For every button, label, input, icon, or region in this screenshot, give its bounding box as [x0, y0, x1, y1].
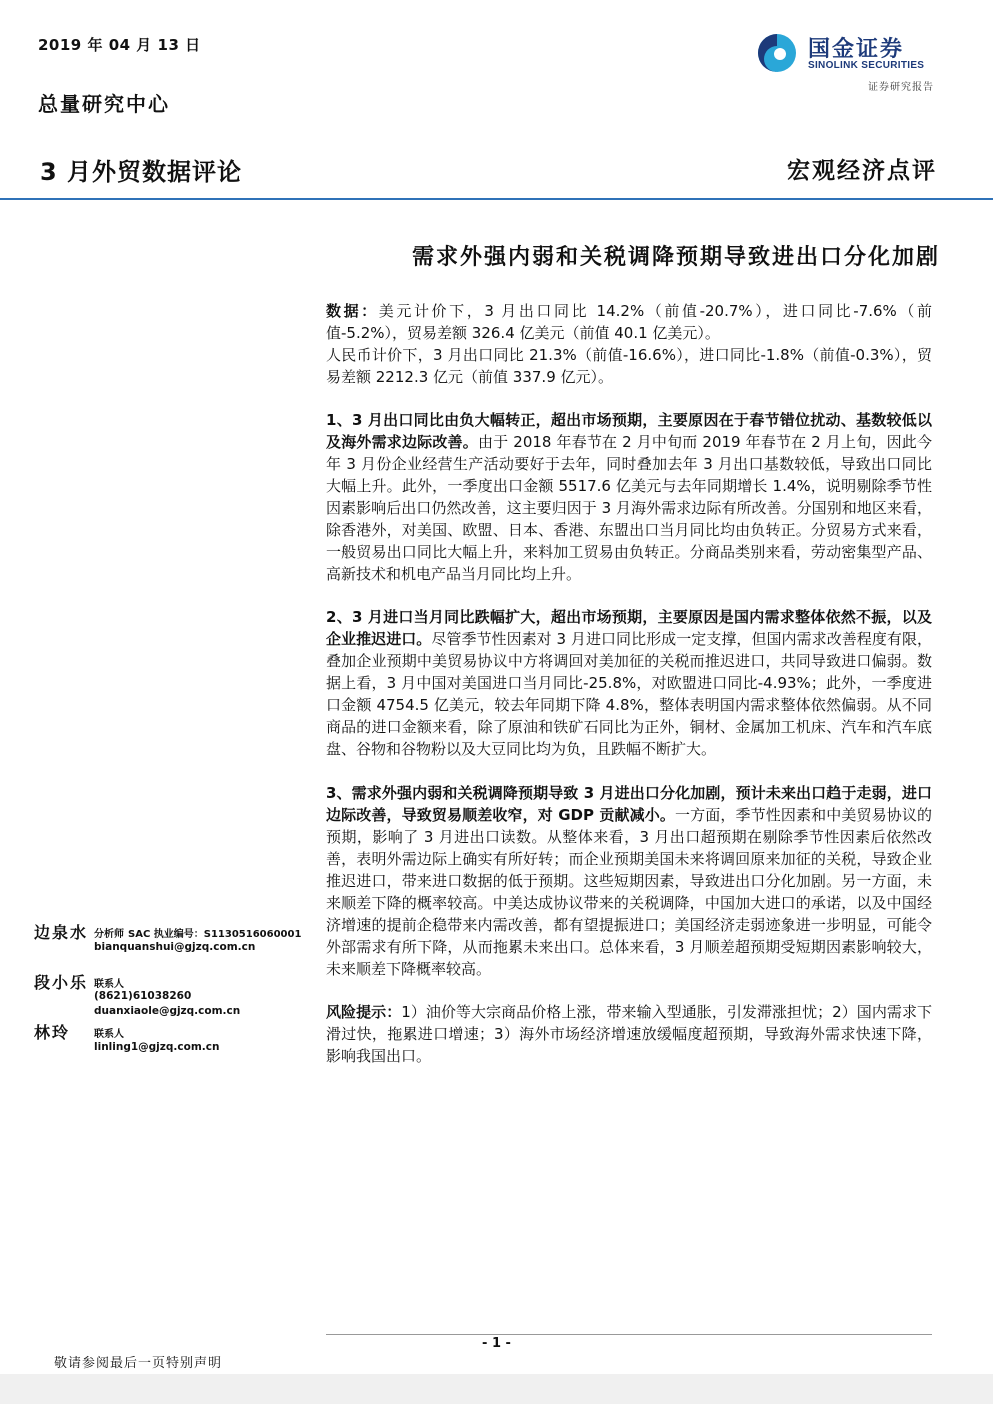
section-3-text: 一方面，季节性因素和中美贸易协议的预期，影响了 3 月进出口读数。从整体来看，3 月出口超预期在剔除季节性因素后依然改善，表明外需边际上确实有所好转；而企业预期美国未来将调回原来加征的关税，导致企业推迟进口，带来进口数据的低于预期。这些短期因素，导致进出口分化加剧。另一方面，未来顺差下降的概率较高。中美达成协议带来的关税调降，中国加大进口的承诺，以及中国经济增速的提前企稳带来内需改善，都有望提振进口；美国经济走弱迹象进一步明显，可能令外部需求有所下降，从而拖累未来出口。总体来看，3 月顺差超预期受短期因素影响较大，未来顺差下降概率较高。: [326, 806, 932, 978]
analyst-entry: [34, 920, 314, 970]
logo-subtitle: 证券研究报告: [868, 82, 934, 93]
analyst-role: 联系人: [94, 979, 124, 990]
risk-label: 风险提示：: [326, 1003, 402, 1021]
header-divider: [0, 198, 993, 200]
data-usd-text: 美元计价下，3 月出口同比 14.2%（前值-20.7%），进口同比-7.6%（前值-5.2%），贸易差额 326.4 亿美元（前值 40.1 亿美元）。: [326, 302, 932, 342]
analyst-entry: [34, 1020, 314, 1070]
data-paragraph: [326, 300, 932, 344]
analyst-phone: (8621)61038260: [94, 990, 192, 1002]
analyst-role: 分析师: [94, 929, 124, 940]
disclaimer-note: 敬请参阅最后一页特别声明: [54, 1356, 223, 1371]
risk-paragraph: [326, 1001, 932, 1067]
logo-name-cn: 国金证券: [808, 37, 905, 62]
analyst-cert: SAC 执业编号：S1130516060001: [128, 929, 302, 940]
page-number: - 1 -: [482, 1336, 511, 1351]
logo-name-en: SINOLINK SECURITIES: [808, 60, 925, 71]
analyst-list: [34, 920, 314, 1070]
analyst-name: 边泉水: [34, 923, 89, 942]
section-1-heading: 1、3 月出口同比由负大幅转正，超出市场预期，主要原因在于春节错位扰动、基数较低以及海外需求边际改善。: [326, 411, 932, 451]
section-2-paragraph: [326, 606, 932, 760]
section-3-paragraph: [326, 782, 932, 980]
headline: 需求外强内弱和关税调降预期导致进出口分化加剧: [411, 244, 940, 270]
data-label: 数据：: [326, 302, 379, 320]
company-logo: [752, 30, 952, 100]
analyst-name: 段小乐: [34, 973, 89, 992]
report-type: 宏观经济点评: [787, 157, 937, 184]
analyst-entry: [34, 970, 314, 1020]
analyst-email[interactable]: duanxiaole@gjzq.com.cn: [94, 1005, 241, 1017]
section-1-paragraph: [326, 409, 932, 585]
sinolink-logo-icon: [756, 32, 798, 74]
section-3-heading: 3、需求外强内弱和关税调降预期导致 3 月进出口分化加剧，预计未来出口趋于走弱，进口边际改善，导致贸易顺差收窄，对 GDP 贡献减小。: [326, 784, 932, 824]
footer-divider: [326, 1334, 932, 1335]
department-name: 总量研究中心: [38, 92, 170, 116]
risk-text: 1）油价等大宗商品价格上涨，带来输入型通胀，引发滞涨担忧；2）国内需求下滑过快，拖累进口增速；3）海外市场经济增速放缓幅度超预期，导致海外需求快速下降，影响我国出口。: [326, 1003, 932, 1065]
section-2-heading: 2、3 月进口当月同比跌幅扩大，超出市场预期，主要原因是国内需求整体依然不振，以及企业推迟进口。: [326, 608, 932, 648]
section-2-text: 尽管季节性因素对 3 月进口同比形成一定支撑，但国内需求改善程度有限，叠加企业预期中美贸易协议中方将调回对美加征的关税而推迟进口，共同导致进口偏弱。数据上看，3 月中国对美国进口当月同比-25.8%，对欧盟进口同比-4.93%；此外，一季度进口金额 4754.5 亿美元，较去年同期下降 4.8%，整体表明国内需求整体依然偏弱。从不同商品的进口金额来看，除了原油和铁矿石同比为正外，铜材、金属加工机床、汽车和汽车底盘、谷物和谷物粉以及大豆同比均为负，且跌幅不断扩大。: [326, 630, 932, 758]
report-title: 3 月外贸数据评论: [40, 158, 243, 186]
report-date: 2019 年 04 月 13 日: [38, 36, 201, 54]
footer-band: [0, 1374, 993, 1404]
report-body: [326, 300, 932, 1067]
section-1-text: 由于 2018 年春节在 2 月中旬而 2019 年春节在 2 月上旬，因此今年 3 月份企业经营生产活动要好于去年，同时叠加去年 3 月出口基数较低，导致出口同比大幅上升。此外，一季度出口金额 5517.6 亿美元与去年同期增长 1.4%，说明剔除季节性因素影响后出口仍然改善，这主要归因于 3 月海外需求边际有所改善。分国别和地区来看，除香港外，对美国、欧盟、日本、香港、东盟出口当月同比均由负转正。分贸易方式来看，一般贸易出口同比大幅上升，来料加工贸易由负转正。分商品类别来看，劳动密集型产品、高新技术和机电产品当月同比均上升。: [326, 433, 932, 583]
analyst-email[interactable]: bianquanshui@gjzq.com.cn: [94, 941, 256, 953]
analyst-email[interactable]: linling1@gjzq.com.cn: [94, 1041, 220, 1053]
data-rmb-paragraph: 人民币计价下，3 月出口同比 21.3%（前值-16.6%），进口同比-1.8%（前值-0.3%），贸易差额 2212.3 亿元（前值 337.9 亿元）。: [326, 346, 932, 386]
analyst-name: 林玲: [34, 1023, 71, 1042]
analyst-role: 联系人: [94, 1029, 124, 1040]
